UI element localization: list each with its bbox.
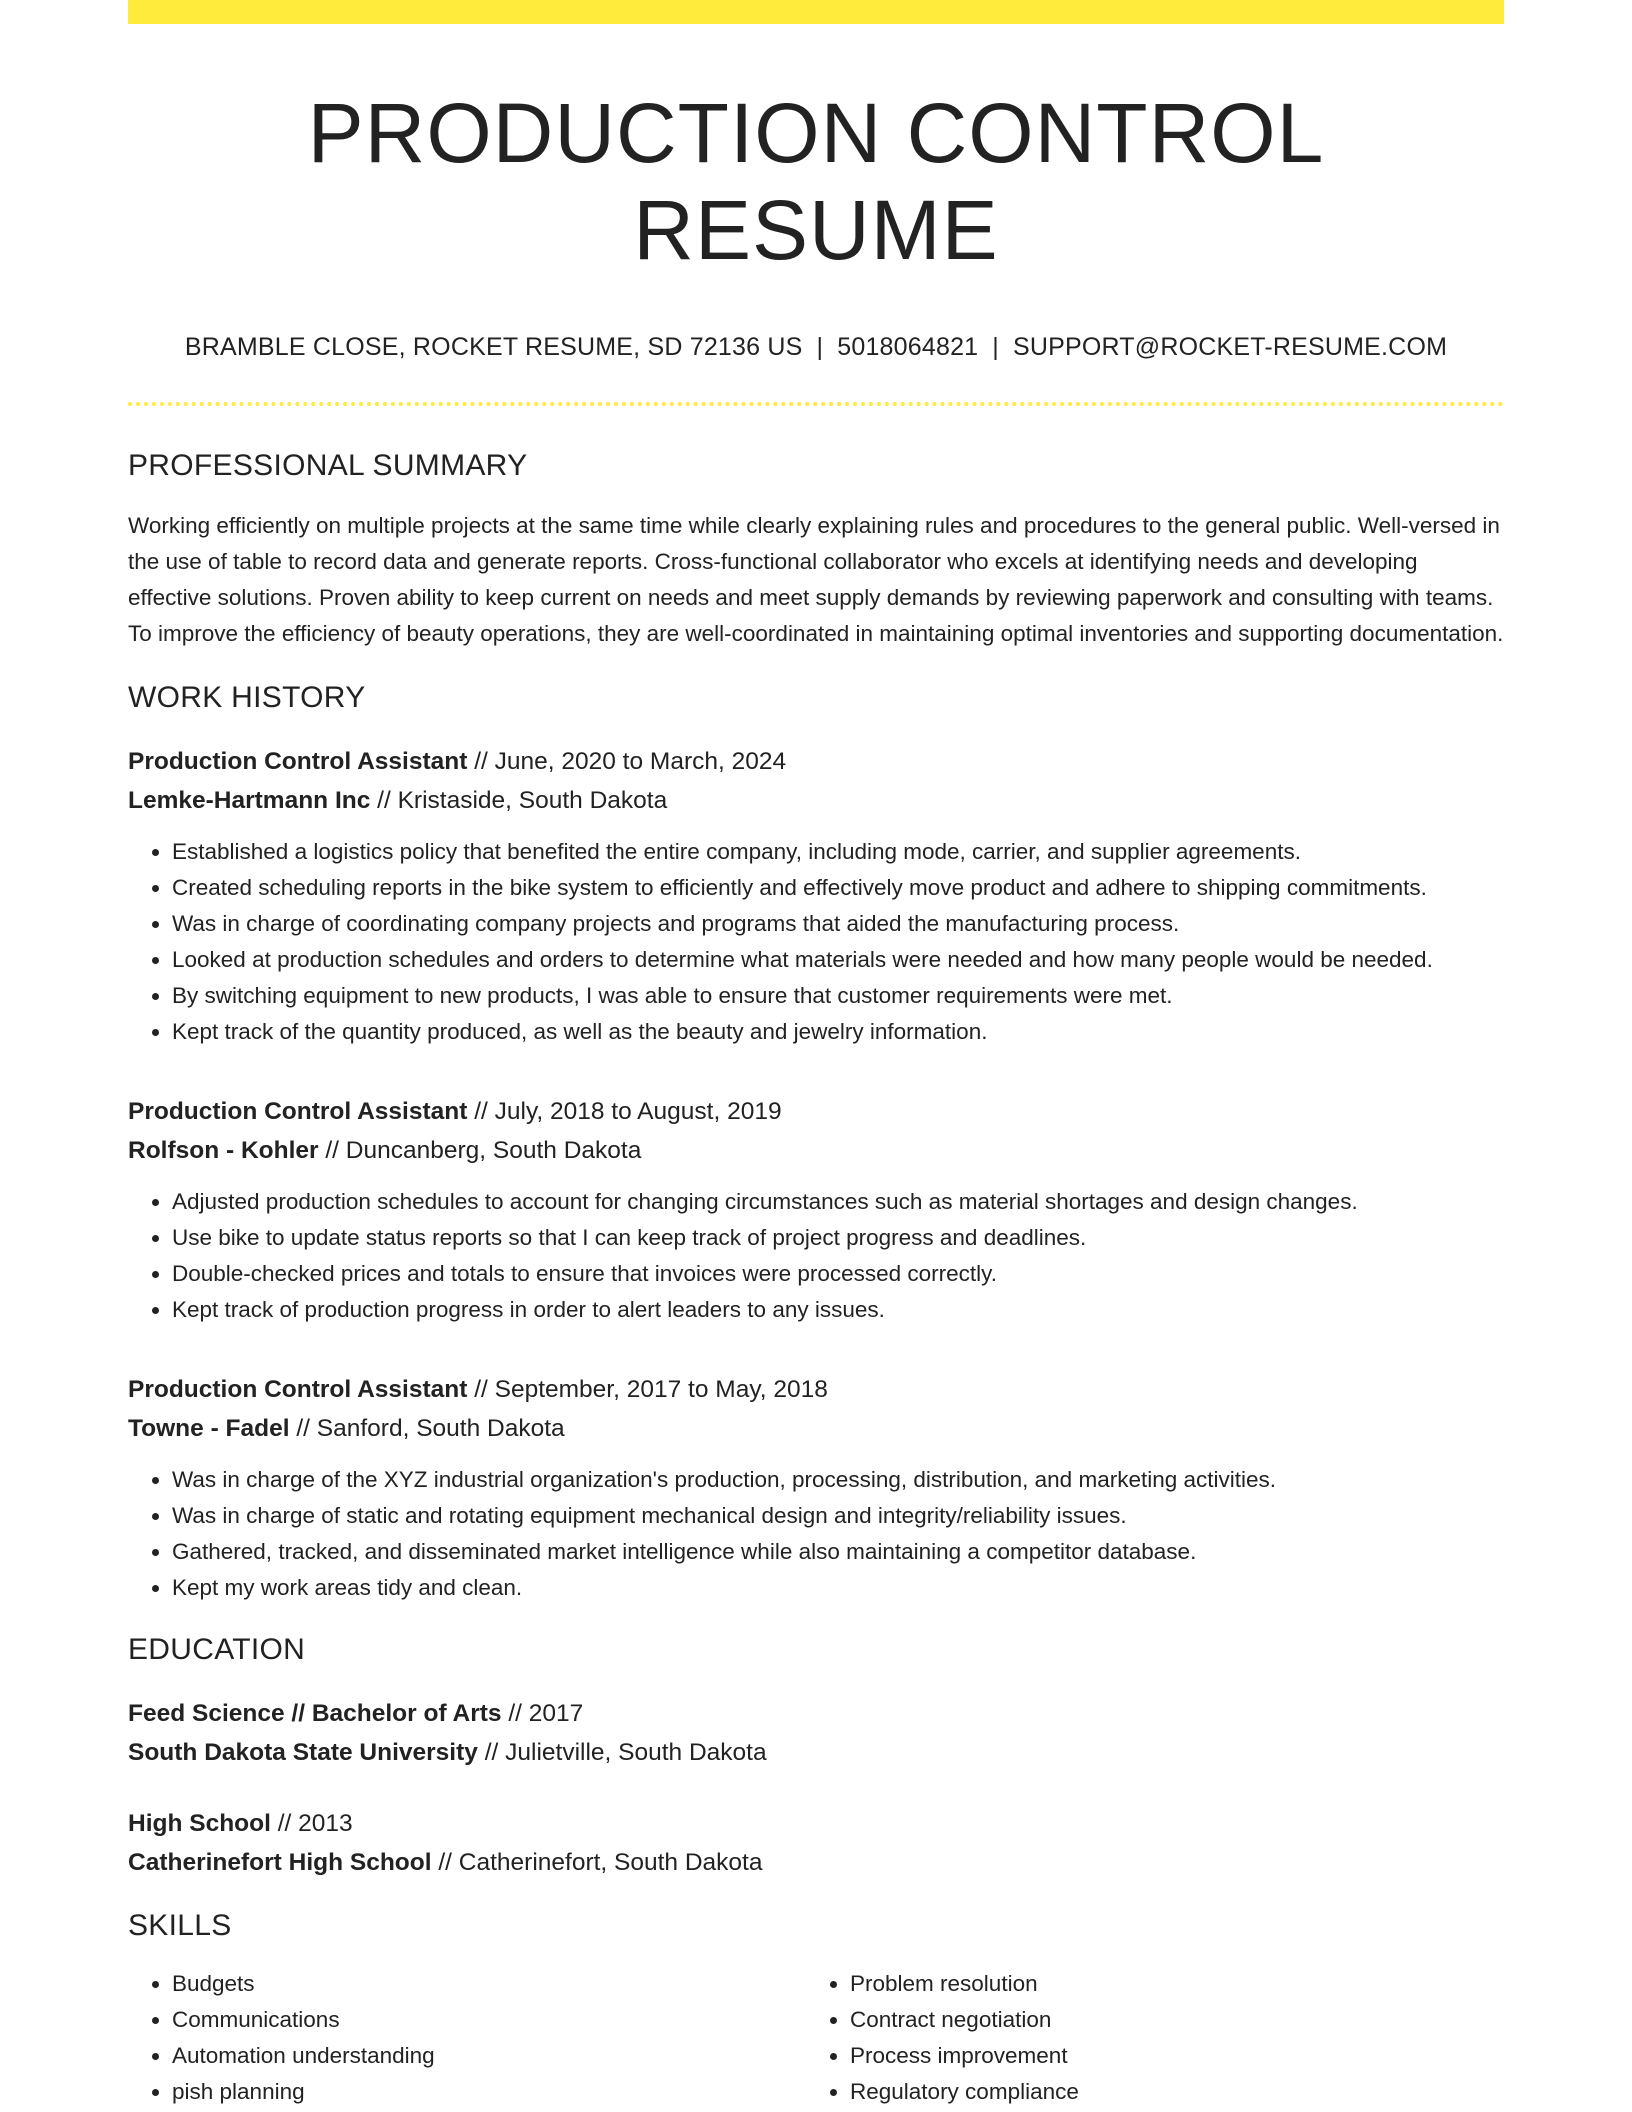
job-dates: // July, 2018 to August, 2019 — [474, 1098, 782, 1126]
contact-separator: | — [816, 333, 824, 362]
education-location: // Catherinefort, South Dakota — [438, 1849, 763, 1877]
job-location: // Sanford, South Dakota — [296, 1415, 565, 1443]
education-year: // 2017 — [508, 1700, 584, 1728]
job-bullets — [128, 834, 1504, 1050]
skill-item: • Regulatory compliance — [850, 2074, 1484, 2110]
contact-email: SUPPORT@ROCKET-RESUME.COM — [1012, 333, 1448, 362]
education-degree: High School — [128, 1810, 271, 1838]
job-role: Production Control Assistant — [128, 1098, 468, 1126]
skills-heading: SKILLS — [128, 1909, 232, 1943]
job-bullet: • By switching equipment to new products, I was able to ensure that customer requirements were met. — [172, 978, 1504, 1014]
job-entry — [128, 1092, 1504, 1328]
job-role: Production Control Assistant — [128, 1376, 468, 1404]
skill-item: • Contract negotiation — [850, 2002, 1484, 2038]
job-role-line — [128, 742, 1504, 781]
job-bullet: • Looked at production schedules and orders to determine what materials were needed and how many people would be needed. — [172, 942, 1504, 978]
skills-list-right — [806, 1966, 1484, 2110]
job-role-line — [128, 1370, 1504, 1409]
skills-columns — [128, 1966, 1504, 2110]
job-company: Towne - Fadel — [128, 1415, 290, 1443]
job-dates: // September, 2017 to May, 2018 — [474, 1376, 828, 1404]
skill-item: • Communications — [172, 2002, 806, 2038]
job-bullet: • Created scheduling reports in the bike system to efficiently and effectively move product and adhere to shipping commitments. — [172, 870, 1504, 906]
education-school: Catherinefort High School — [128, 1849, 432, 1877]
resume-page — [128, 0, 1504, 2110]
job-role-line — [128, 1092, 1504, 1131]
job-location: // Duncanberg, South Dakota — [325, 1137, 642, 1165]
skill-item: • Automation understanding — [172, 2038, 806, 2074]
education-year: // 2013 — [277, 1810, 353, 1838]
job-company-line — [128, 1409, 1504, 1448]
job-bullet: • Gathered, tracked, and disseminated market intelligence while also maintaining a competitor database. — [172, 1534, 1504, 1570]
job-bullet: • Was in charge of static and rotating equipment mechanical design and integrity/reliability issues. — [172, 1498, 1504, 1534]
contact-line — [128, 332, 1504, 362]
job-dates: // June, 2020 to March, 2024 — [474, 748, 787, 776]
skill-item: • Problem resolution — [850, 1966, 1484, 2002]
job-company: Rolfson - Kohler — [128, 1137, 319, 1165]
education-school: South Dakota State University — [128, 1739, 478, 1767]
job-bullet: • Established a logistics policy that benefited the entire company, including mode, carrier, and supplier agreements. — [172, 834, 1504, 870]
education-degree: Feed Science // Bachelor of Arts — [128, 1700, 502, 1728]
education-school-line — [128, 1733, 1504, 1772]
education-degree-line — [128, 1694, 1504, 1733]
resume-title: PRODUCTION CONTROL RESUME — [307, 86, 1325, 277]
job-bullet: • Double-checked prices and totals to ensure that invoices were processed correctly. — [172, 1256, 1504, 1292]
job-bullet: • Kept track of production progress in order to alert leaders to any issues. — [172, 1292, 1504, 1328]
job-entry — [128, 1370, 1504, 1606]
job-entry — [128, 742, 1504, 1050]
education-heading: EDUCATION — [128, 1633, 306, 1667]
contact-address: BRAMBLE CLOSE, ROCKET RESUME, SD 72136 US — [184, 333, 803, 362]
job-company-line — [128, 1131, 1504, 1170]
job-bullet: • Use bike to update status reports so that I can keep track of project progress and deadlines. — [172, 1220, 1504, 1256]
education-entry — [128, 1804, 1504, 1882]
job-bullets — [128, 1184, 1504, 1328]
work-history-heading: WORK HISTORY — [128, 681, 366, 715]
job-company-line — [128, 781, 1504, 820]
header-divider — [128, 402, 1504, 406]
job-location: // Kristaside, South Dakota — [377, 787, 668, 815]
education-entry — [128, 1694, 1504, 1772]
job-role: Production Control Assistant — [128, 748, 468, 776]
job-bullet: • Adjusted production schedules to account for changing circumstances such as material shortages and design changes. — [172, 1184, 1504, 1220]
top-accent-bar — [128, 0, 1504, 24]
skills-list-left — [128, 1966, 806, 2110]
job-bullet: • Kept track of the quantity produced, as well as the beauty and jewelry information. — [172, 1014, 1504, 1050]
job-bullet: • Was in charge of coordinating company projects and programs that aided the manufacturing process. — [172, 906, 1504, 942]
job-bullet: • Was in charge of the XYZ industrial organization's production, processing, distribution, and marketing activities. — [172, 1462, 1504, 1498]
job-company: Lemke-Hartmann Inc — [128, 787, 371, 815]
education-location: // Julietville, South Dakota — [484, 1739, 767, 1767]
education-school-line — [128, 1843, 1504, 1882]
education-degree-line — [128, 1804, 1504, 1843]
job-bullets — [128, 1462, 1504, 1606]
summary-heading: PROFESSIONAL SUMMARY — [128, 449, 528, 483]
contact-separator: | — [992, 333, 999, 362]
skill-item: • pish planning — [172, 2074, 806, 2110]
job-bullet: • Kept my work areas tidy and clean. — [172, 1570, 1504, 1606]
skill-item: • Process improvement — [850, 2038, 1484, 2074]
skill-item: • Budgets — [172, 1966, 806, 2002]
summary-text: Working efficiently on multiple projects at the same time while clearly explaining rules and procedures to the general public. Well-versed in the use of table to record data and generate reports. Cross-functional collaborator who excels at identifying needs and developing effective solutions. Proven ability to keep current on needs and meet supply demands by reviewing paperwork and consulting with teams. To improve the efficiency of beauty operations, they are well-coordinated in maintaining optimal inventories and supporting documentation. — [128, 513, 1504, 647]
contact-phone: 5018064821 — [837, 333, 979, 362]
